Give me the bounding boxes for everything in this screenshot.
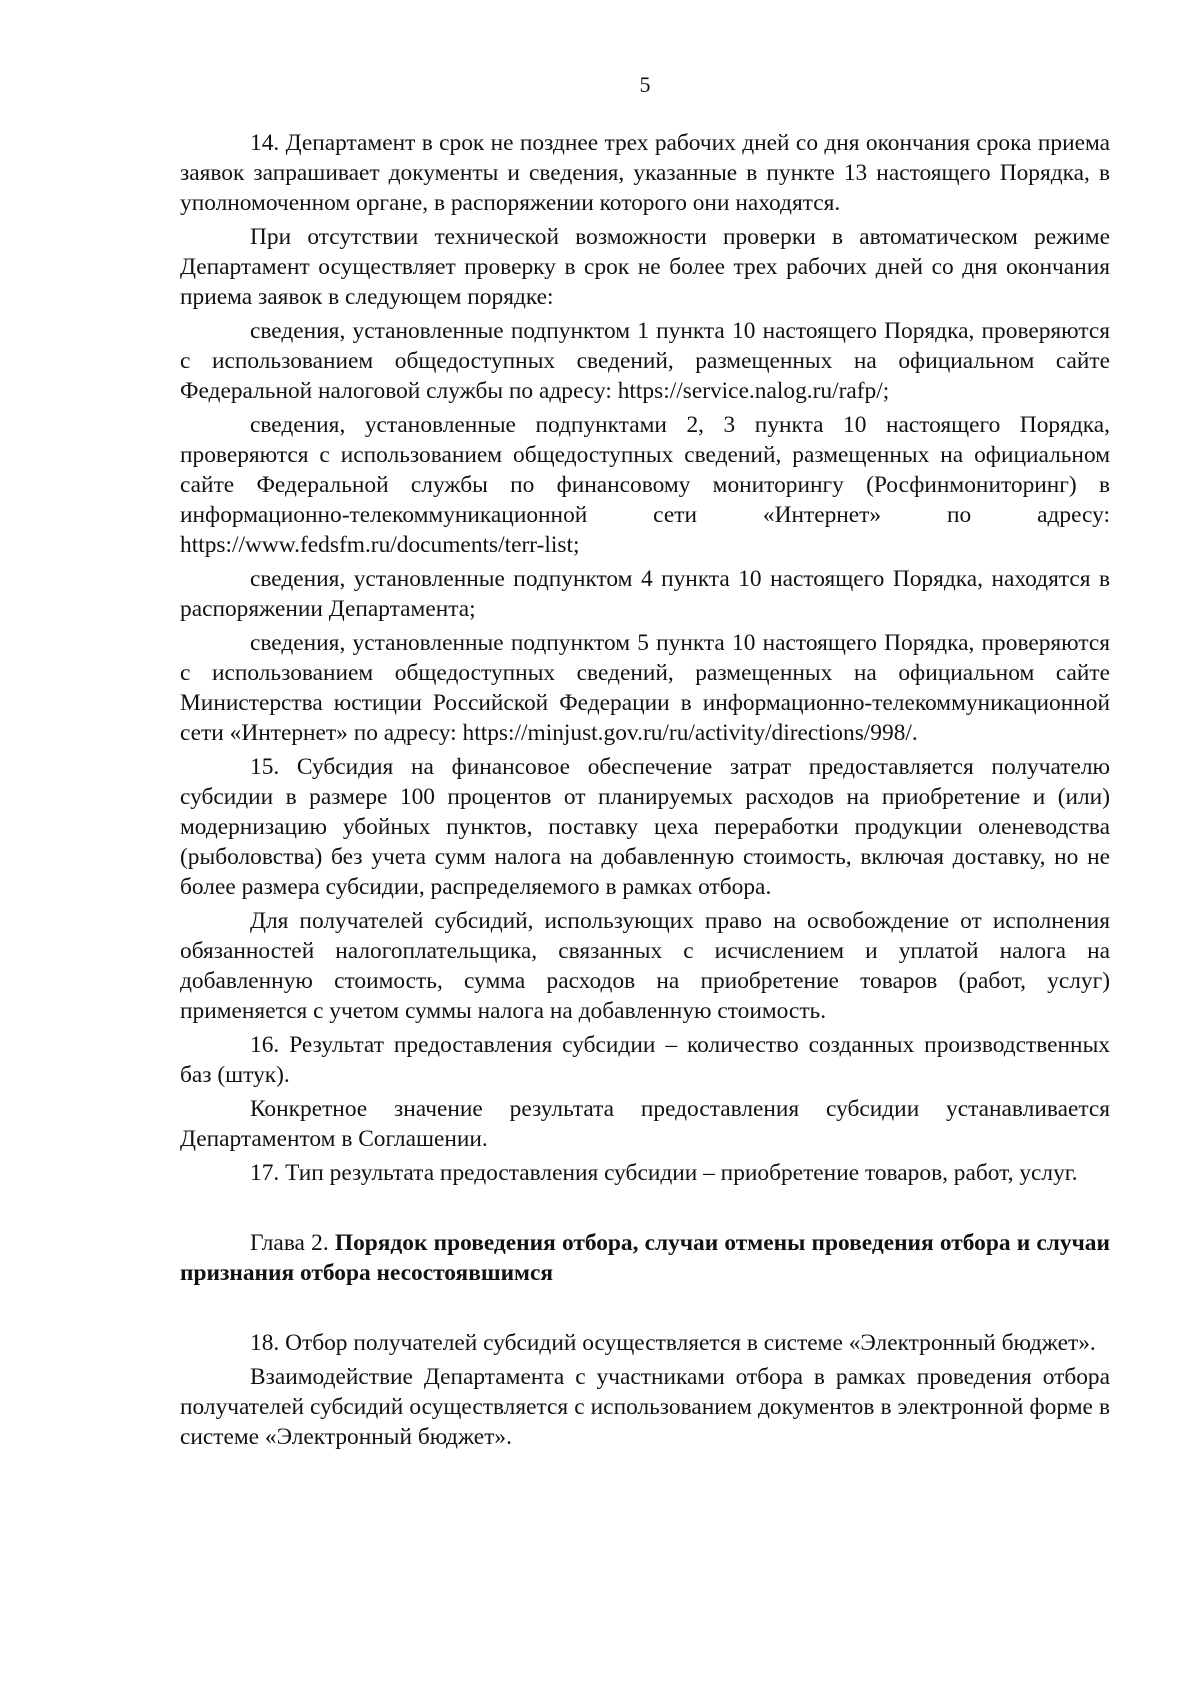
- paragraph-subitem-5: сведения, установленные подпунктом 5 пункта 10 настоящего Порядка, проверяются с использованием общедоступных сведений, размещенных на официальном сайте Министерства юстиции Российской Федерации в информационно-телекоммуникационной сети «Интернет» по адресу: https://minjust.gov.ru/ru/activity/directions/998/.: [180, 630, 1110, 746]
- chapter-heading-title: Порядок проведения отбора, случаи отмены проведения отбора и случаи признания отбора несостоявшимся: [180, 1230, 1110, 1286]
- paragraph-15: 15. Субсидия на финансовое обеспечение затрат предоставляется получателю субсидии в размере 100 процентов от планируемых расходов на приобретение и (или) модернизацию убойных пунктов, поставку цеха переработки продукции оленеводства (рыболовства) без учета сумм налога на добавленную стоимость, включая доставку, но не более размера субсидии, распределяемого в рамках отбора.: [180, 754, 1110, 900]
- paragraph-subitem-2-3: сведения, установленные подпунктами 2, 3 пункта 10 настоящего Порядка, проверяются с использованием общедоступных сведений, размещенных на официальном сайте Федеральной службы по финансовому мониторингу (Росфинмониторинг) в информационно-телекоммуникационной сети «Интернет» по адресу: https://www.fedsfm.ru/documents/terr-list;: [180, 412, 1110, 558]
- paragraph-17: 17. Тип результата предоставления субсидии – приобретение товаров, работ, услуг.: [250, 1160, 1078, 1186]
- chapter-heading: [180, 1228, 1110, 1288]
- page-number: 5: [639, 72, 651, 97]
- paragraph-subitem-4: сведения, установленные подпунктом 4 пункта 10 настоящего Порядка, находятся в распоряжении Департамента;: [180, 566, 1110, 622]
- paragraph-interaction: Взаимодействие Департамента с участниками отбора в рамках проведения отбора получателей субсидий осуществляется с использованием документов в электронной форме в системе «Электронный бюджет».: [180, 1364, 1110, 1450]
- paragraph-16: 16. Результат предоставления субсидии – количество созданных производственных баз (штук).: [180, 1032, 1110, 1088]
- paragraph-14: 14. Департамент в срок не позднее трех рабочих дней со дня окончания срока приема заявок запрашивает документы и сведения, указанные в пункте 13 настоящего Порядка, в уполномоченном органе, в распоряжении которого они находятся.: [180, 130, 1110, 216]
- chapter-heading-prefix: Глава 2.: [250, 1230, 335, 1256]
- paragraph-18: 18. Отбор получателей субсидий осуществляется в системе «Электронный бюджет».: [250, 1330, 1096, 1356]
- paragraph-check-order: При отсутствии технической возможности проверки в автоматическом режиме Департамент осуществляет проверку в срок не более трех рабочих дней со дня окончания приема заявок в следующем порядке:: [180, 224, 1110, 310]
- paragraph-subitem-1: сведения, установленные подпунктом 1 пункта 10 настоящего Порядка, проверяются с использованием общедоступных сведений, размещенных на официальном сайте Федеральной налоговой службы по адресу: https://service.nalog.ru/rafp/;: [180, 318, 1110, 404]
- paragraph-vat-exemption: Для получателей субсидий, использующих право на освобождение от исполнения обязанностей налогоплательщика, связанных с исчислением и уплатой налога на добавленную стоимость, сумма расходов на приобретение товаров (работ, услуг) применяется с учетом суммы налога на добавленную стоимость.: [180, 908, 1110, 1024]
- paragraph-result-value: Конкретное значение результата предоставления субсидии устанавливается Департаментом в Соглашении.: [180, 1096, 1110, 1152]
